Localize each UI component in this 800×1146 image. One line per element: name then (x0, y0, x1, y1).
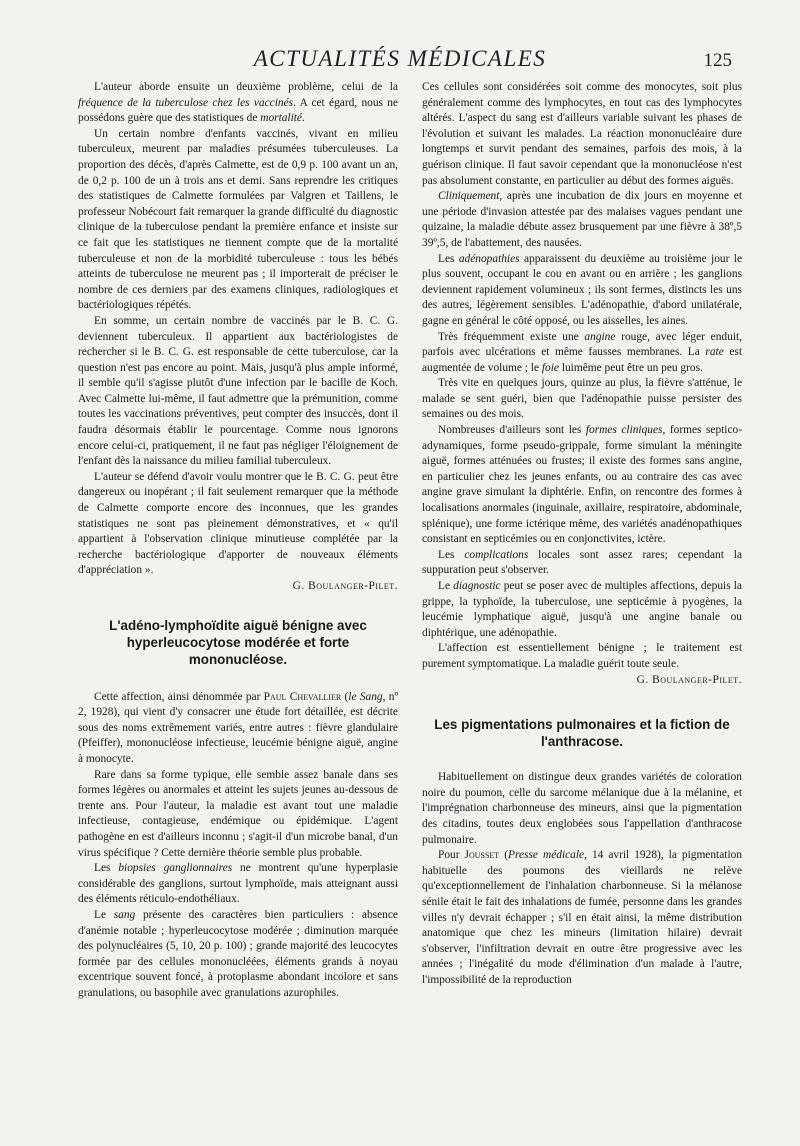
paragraph: En somme, un certain nombre de vaccinés par le B. C. G. deviennent tuberculeux. Il appartient aux bactériologistes de rechercher si le B. C. G. est responsable de cette tuberculose, car la question n'est pas encore au point. Mais, jusqu'à plus ample informé, il semble qu'il s'agisse plutôt d'une infection par le bacille de Koch. Avec Calmette lui-même, il faut admettre que la prémunition, comme toutes les vaccinations préventives, peut compter des insuccès, dont il faudra désormais établir le pourcentage. Comme nous ignorons encore celui-ci, pratiquement, il ne faut pas négliger l'éloignement de l'enfant dès la naissance du milieu familial tuberculeux. (78, 314, 398, 468)
paragraph: Nombreuses d'ailleurs sont les formes cliniques, formes septico-adynamiques, forme pseudo-grippale, forme simulant la méningite aiguë, formes atténuées ou frustes; il existe des formes sans angine, en particulier chez les jeunes enfants, ou au contraire des cas avec angine grave simulant la diphtérie. Enfin, on rencontre des formes à localisations anormales (inguinale, axillaire, respiratoire, abdominale, splénique), une forme ictérique même, des variétés anadénopathiques consistant en septicémies ou en conjonctivites, ictère. (422, 424, 743, 546)
paragraph: Le diagnostic peut se poser avec de multiples affections, depuis la grippe, la typhoïde, la tuberculose, une septicémie à pyogènes, la leucémie lymphatique aiguë, jusqu'à une angine banale ou diphtérique, une adénopathie. (422, 580, 742, 639)
author-signature: G. Boulanger-Pilet. (636, 673, 742, 686)
paragraph: Les complications locales sont assez rares; cependant la suppuration peut s'observer. (422, 548, 743, 577)
author-name: Paul Chevallier (263, 690, 342, 703)
running-header: ACTUALITÉS MÉDICALES (253, 46, 547, 71)
paragraph: Cliniquement, après une incubation de dix jours en moyenne et une période d'invasion attestée par des malaises vagues pendant une quizaine, la maladie débute assez brusquement par une fièvre à 38º,5 39º,5, de l'abattement, des nausées. (422, 190, 742, 249)
paragraph: Cette affection, ainsi dénommée par Paul Chevallier (le Sang, nº 2, 1928), qui vient d'y consacrer une étude fort détaillée, est décrite sous des noms extrêmement variés, entre autres : fièvre glandulaire (Pfeiffer), mononucléose infectieuse, leucémie bénigne aiguë, angine à monocyte. (78, 690, 398, 765)
paragraph: Un certain nombre d'enfants vaccinés, vivant en milieu tuberculeux, meurent par maladies présumées tuberculeuses. La proportion des décès, d'après Calmette, est de 0,9 p. 100 avant un an, de 0,2 p. 100 de un à trois ans et demi. Sans reprendre les critiques des statistiques de Calmette formulées par Valgren et Taillens, le professeur Nobécourt fait remarquer la grande difficulté du diagnostic clinique de la tuberculose pendant la première enfance et insiste sur ce fait que les statistiques ne tiennent compte que de la mortalité tuberculeuse et non de la morbidité tuberculeuse : tous les bébés atteints de tuberculose ne meurent pas ; il importerait de préciser le nombre de ces derniers par des examens cliniques, radiologiques et bactériologiques répétés. (78, 127, 398, 312)
paragraph: Pour Jousset (Presse médicale, 14 avril 1928), la pigmentation habituelle des poumons des vieillards ne relève qu'exceptionnellement de l'inhalation charbonneuse. Si la mélanose sénile était le fait des inhalations de fumée, personne dans les grandes villes n'y devrait échapper ; s'il en était ainsi, la même distribution anatomique que chez les mineurs (limitation hilaire) devrait s'observer, l'infiltration devrait en outre être progressive avec les années ; l'inégalité du mode d'élimination d'un malade à l'autre, l'impossibilité de la reproduction (422, 849, 742, 986)
paragraph: Les biopsies ganglionnaires ne montrent qu'une hyperplasie considérable des ganglions, surtout lymphoïde, mais atteignant aussi des éléments réticulo-endothéliaux. (78, 862, 398, 906)
paragraph: Très vite en quelques jours, quinze au plus, la fièvre s'atténue, le malade se sent guéri, bien que l'adénopathie puisse persister des semaines ou des mois. (422, 377, 742, 421)
left-column (78, 80, 398, 1001)
paragraph: L'auteur se défend d'avoir voulu montrer que le B. C. G. peut être dangereux ou inopérant ; il fait seulement remarquer que la méthode de Calmette comporte encore des inconnues, que les grandes statistiques ne sont pas pleinement démonstratives, et « qu'il appartient à l'observation clinique minutieuse complétée par la recherche bactériologique d'apporter de nouveaux éléments d'appréciation ». (78, 470, 398, 577)
paragraph: Les adénopathies apparaissent du deuxième au troisième jour le plus souvent, occupant le cou en avant ou en arrière ; les ganglions deviennent rapidement volumineux ; ils sont fermes, distincts les uns des autres, légèrement sensibles. L'adénopathie, d'abord unilatérale, gagne en général le côté opposé, ou les aisselles, les aines. (422, 252, 743, 327)
page-number: 125 (703, 50, 732, 71)
paragraph: L'affection est essentiellement bénigne ; le traitement est purement symptomatique. La maladie guérit toute seule. (422, 642, 742, 670)
paragraph: Ces cellules sont considérées soit comme des monocytes, soit plus généralement comme des lymphocytes, en tout cas des lymphocytes altérés. L'aspect du sang est d'ailleurs variable suivant les phases de l'évolution et suivant les malades. La réaction mononucléaire dure longtemps et survit pendant des semaines, parfois des mois, à la guérison clinique. Il faut savoir cependant que la mononucléose n'est pas absolument constante, en particulier au début des formes aiguës. (422, 81, 742, 187)
paragraph: Habituellement on distingue deux grandes variétés de coloration noire du poumon, celle du sarcome mélanique due à la mélanine, et l'imprégnation charbonneuse des mineurs, ainsi que la pigmentation des citadins, toutes deux englobées sous l'appellation d'anthracose pulmonaire. (422, 771, 742, 846)
paragraph: Très fréquemment existe une angine rouge, avec léger enduit, parfois avec ulcérations et même fausses membranes. La rate est augmentée de volume ; le foie luimême peut être un peu gros. (422, 330, 743, 374)
author-signature: G. Boulanger-Pilet. (292, 580, 398, 592)
article-title: Les pigmentations pulmonaires et la fiction de l'anthracose. (434, 717, 730, 750)
author-name: Jousset (464, 849, 500, 862)
paragraph: Le sang présente des caractères bien particuliers : absence d'anémie notable ; hyperleucocytose modérée ; diminution marquée des polynucléaires (5, 10, 20 p. 100) ; grande majorité des leucocytes formée par des cellules mononucléées, éléments grands à noyau excentrique souvent foncé, à protoplasme abondant incolore et sans granulations, ou basophile avec granulations azurophiles. (78, 908, 398, 999)
paragraph: L'auteur aborde ensuite un deuxième problème, celui de la fréquence de la tuberculose chez les vaccinés. A cet égard, nous ne possédons guère que des statistiques de mortalité. (78, 81, 398, 125)
right-column (422, 80, 742, 988)
paragraph: Rare dans sa forme typique, elle semble assez banale dans ses formes légères ou anormales et atteint les sujets jeunes au-dessous de trente ans. Pour l'auteur, la maladie est avant tout une maladie infectieuse, contagieuse, endémique ou épidémique. L'agent pathogène en est d'ailleurs inconnu ; s'agit-il d'un microbe banal, d'un virus spécifique ? Cette dernière théorie semble plus probable. (78, 768, 398, 859)
article-title: L'adéno-lymphoïdite aiguë bénigne avec hyperleucocytose modérée et forte mononucléose. (109, 617, 367, 667)
